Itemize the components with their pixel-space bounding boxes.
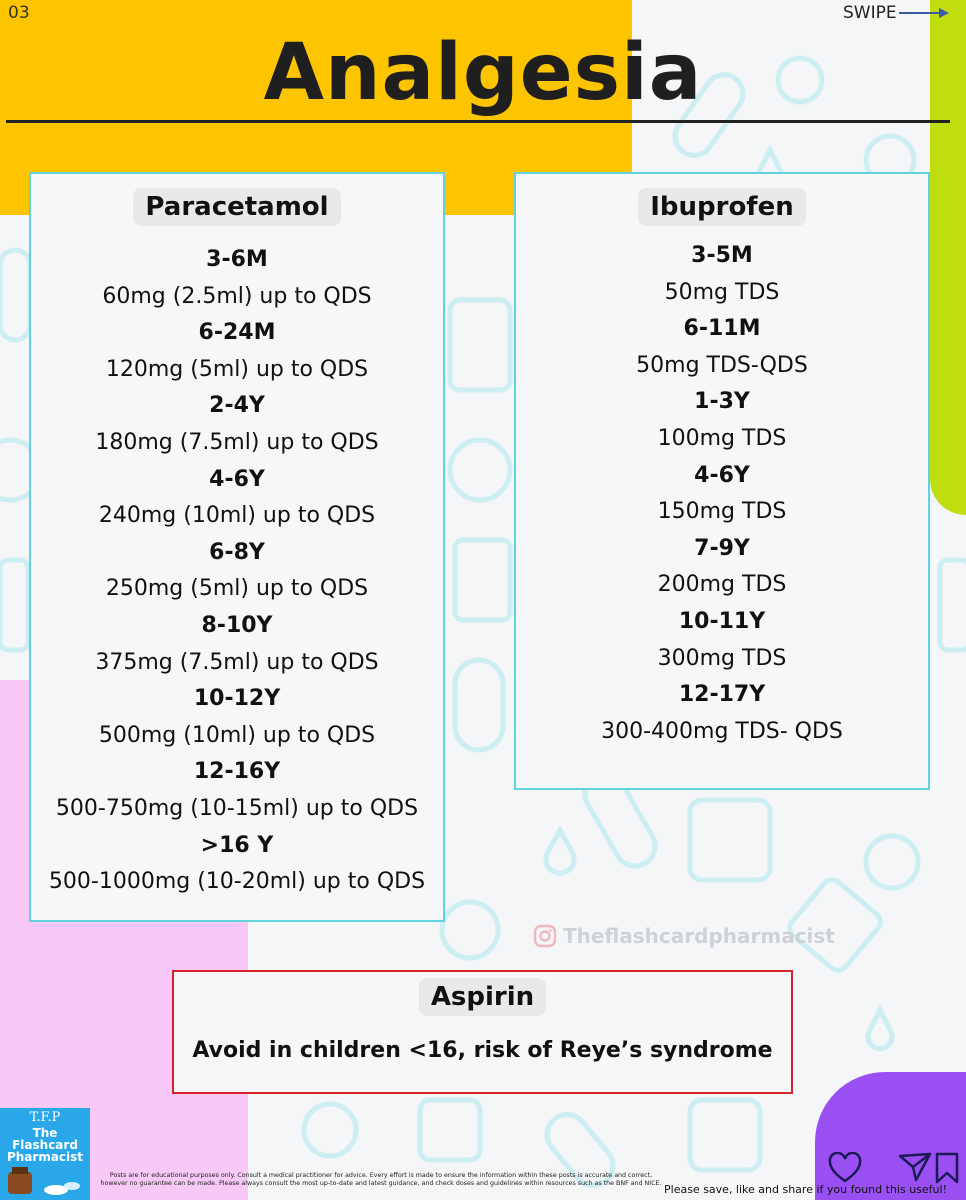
ibuprofen-card <box>514 172 930 790</box>
dose-amount: 50mg TDS <box>664 279 780 305</box>
instagram-watermark <box>533 924 835 948</box>
dose-age: 4-6Y <box>694 462 750 488</box>
swipe-hint <box>843 3 951 23</box>
swipe-label: SWIPE <box>843 3 897 23</box>
paracetamol-card <box>29 172 445 922</box>
heart-icon[interactable] <box>828 1152 862 1184</box>
dose-age: 6-11M <box>683 316 761 342</box>
disclaimer-text: Posts are for educational purposes only. Consult a medical practitioner for advice. Every effort is made to ensure the information within these posts is accurate and correct, however no guarantee can be made. Please always consult the most up-to-date and latest guidance, and check doses and guidelines within resources such as the BNF and NICE. <box>100 1172 662 1187</box>
dose-amount: 500-1000mg (10-20ml) up to QDS <box>48 869 426 895</box>
share-icon[interactable] <box>898 1152 932 1182</box>
logo-name-line: The <box>32 1126 58 1140</box>
dose-age: 6-8Y <box>209 539 265 565</box>
dose-age: 8-10Y <box>201 612 273 638</box>
dose-amount: 375mg (7.5ml) up to QDS <box>95 649 379 675</box>
dose-amount: 180mg (7.5ml) up to QDS <box>95 429 379 455</box>
page-number: 03 <box>8 3 30 23</box>
aspirin-warning: Avoid in children <16, risk of Reye’s syndrome <box>192 1038 773 1063</box>
logo-name <box>0 1127 90 1163</box>
paracetamol-dose-list <box>31 242 443 901</box>
dose-age: 4-6Y <box>209 466 265 492</box>
dose-amount: 500-750mg (10-15ml) up to QDS <box>55 795 419 821</box>
aspirin-card <box>172 970 793 1094</box>
title-divider <box>6 120 950 123</box>
dose-amount: 60mg (2.5ml) up to QDS <box>102 283 372 309</box>
brand-logo <box>0 1108 90 1200</box>
watermark-handle: Theflashcardpharmacist <box>563 924 835 948</box>
dose-age: 7-9Y <box>694 535 750 561</box>
dose-age: 10-11Y <box>678 608 766 634</box>
ibuprofen-dose-list <box>516 238 928 750</box>
dose-age: 3-5M <box>691 243 753 268</box>
dose-age: 12-16Y <box>193 759 281 785</box>
dose-age: 3-6M <box>206 247 268 272</box>
arrow-right-icon <box>899 6 951 20</box>
bookmark-icon[interactable] <box>934 1152 960 1184</box>
logo-name-line: Flashcard <box>12 1138 78 1152</box>
call-to-action: Please save, like and share if you found this useful! <box>664 1183 947 1196</box>
aspirin-heading: Aspirin <box>419 978 546 1016</box>
dose-amount: 50mg TDS-QDS <box>636 352 808 378</box>
dose-amount: 240mg (10ml) up to QDS <box>98 503 376 529</box>
dose-age: 12-17Y <box>678 682 766 708</box>
ibuprofen-heading: Ibuprofen <box>638 188 806 226</box>
instagram-icon <box>533 924 557 948</box>
dose-age: 6-24M <box>198 320 276 346</box>
dose-age: 10-12Y <box>193 686 281 712</box>
page-title: Analgesia <box>263 28 703 118</box>
medicine-bottle-icon <box>4 1166 84 1196</box>
dose-amount: 300mg TDS <box>657 645 787 671</box>
dose-amount: 200mg TDS <box>657 572 787 598</box>
dose-amount: 150mg TDS <box>657 499 787 525</box>
dose-age: 1-3Y <box>694 389 750 415</box>
logo-name-line: Pharmacist <box>6 1150 84 1164</box>
dose-amount: 500mg (10ml) up to QDS <box>98 722 376 748</box>
paracetamol-heading: Paracetamol <box>133 188 340 226</box>
logo-initials: T.F.P <box>29 1110 61 1125</box>
dose-amount: 120mg (5ml) up to QDS <box>105 356 369 382</box>
dose-age: >16 Y <box>200 832 274 858</box>
dose-age: 2-4Y <box>209 393 265 419</box>
dose-amount: 300-400mg TDS- QDS <box>601 718 843 744</box>
dose-amount: 250mg (5ml) up to QDS <box>105 576 369 602</box>
dose-amount: 100mg TDS <box>657 425 787 451</box>
